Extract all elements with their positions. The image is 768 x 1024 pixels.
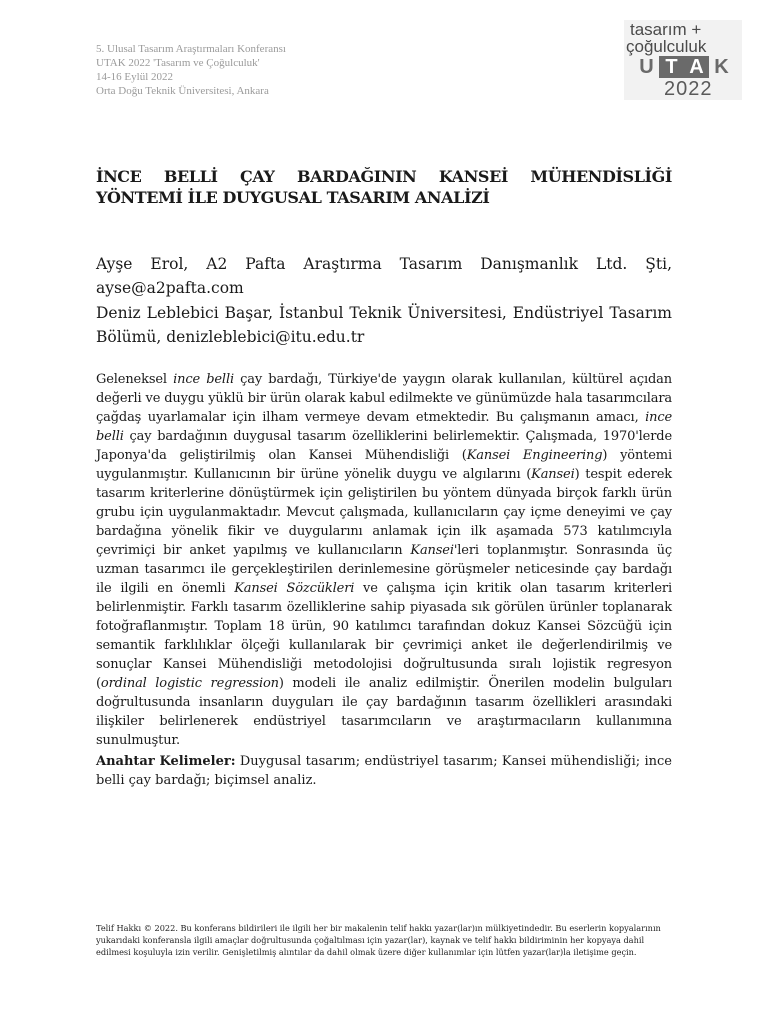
author-entry: Ayşe Erol, A2 Pafta Araştırma Tasarım Danışmanlık Ltd. Şti, ayse@a2pafta.com	[96, 255, 672, 297]
abstract-text-run: ) modeli ile analiz edilmiştir. Önerilen modelin bulguları doğrultusunda insanların duyguları ile çay bardağının tasarım özellikleri arasındaki ilişkiler belirlenerek endüstriyel tasarımcıların ve araştırmacıların kullanımına sunulmuştur.	[96, 676, 673, 748]
logo-line-1: tasarım +	[630, 20, 702, 39]
abstract-italic-run: ince belli	[173, 372, 234, 387]
abstract-italic-run: Kansei	[410, 543, 454, 558]
author-entry: Deniz Leblebici Başar, İstanbul Teknik Üniversitesi, Endüstriyel Tasarım Bölümü, denizleblebici@itu.edu.tr	[96, 304, 672, 346]
abstract-italic-run: ince belli	[96, 410, 672, 444]
keywords-separator: :	[230, 754, 236, 769]
abstract-italic-run: Kansei	[531, 467, 575, 482]
abstract-text-run: çay bardağı, Türkiye'de yaygın olarak kullanılan, kültürel açıdan değerli ve duygu yüklü bir ürün olarak kabul edilmekte ve günümüzde hala tasarımcılara çağdaş uyarlamalar için ilham vermeye devam etmektedir. Bu çalışmanın amacı,	[96, 372, 672, 425]
logo-letter-highlighted: T	[659, 56, 684, 78]
logo-letter: K	[714, 56, 729, 78]
abstract	[96, 370, 672, 750]
logo-letter-highlighted: A	[684, 56, 709, 78]
abstract-italic-run: Kansei Sözcükleri	[234, 581, 355, 596]
copyright-notice: Telif Hakkı © 2022. Bu konferans bildirileri ile ilgili her bir makalenin telif hakkı yazar(lar)ın mülkiyetindedir. Bu eserlerin kopyalarının yukarıdaki konferansla ilgili amaçlar doğrultusunda çoğaltılması için yazar(lar), kaynak ve telif hakkı bildiriminin her kopyaya dahil edilmesi koşuluyla izin verilir. Genişletilmiş alıntılar da dahil olmak üzere diğer kullanımlar için lütfen yazar(lar)la iletişime geçin.	[96, 923, 661, 957]
paper-title: İNCE BELLİ ÇAY BARDAĞININ KANSEİ MÜHENDİSLİĞİ YÖNTEMİ İLE DUYGUSAL TASARIM ANALİZİ	[96, 167, 672, 207]
abstract-text-run: Geleneksel	[96, 372, 174, 387]
conference-line: 5. Ulusal Tasarım Araştırmaları Konferansı	[96, 43, 286, 55]
keywords	[96, 752, 672, 790]
abstract-italic-run: ordinal logistic regression	[100, 676, 279, 691]
logo-line-2: çoğulculuk	[626, 37, 707, 56]
abstract-text-run: ve çalışma için kritik olan tasarım kriterleri belirlenmiştir. Farklı tasarım özelliklerine sahip piyasada sık görülen ürünler toplanarak fotoğraflanmıştır. Toplam 18 ürün, 90 katılımcı tarafından dokuz Kansei Sözcüğü için semantik farklılıklar ölçeği kullanılarak bir çevrimiçi anket ile değerlendirilmiş ve sonuçlar Kansei Mühendisliği metodolojisi doğrultusunda sıralı lojistik regresyon (	[96, 581, 673, 691]
conference-line: Orta Doğu Teknik Üniversitesi, Ankara	[96, 85, 269, 97]
keywords-text: Duygusal tasarım; endüstriyel tasarım; Kansei mühendisliği; ince belli çay bardağı; biçimsel analiz.	[96, 754, 672, 788]
abstract-text-run: çay bardağının duygusal tasarım özelliklerini belirlemektir. Çalışmada, 1970'lerde Japonya'da geliştirilmiş olan Kansei Mühendisliği (	[96, 429, 672, 463]
abstract-text-run: 'leri toplanmıştır. Sonrasında üç uzman tasarımcı ile gerçekleştirilen derinlemesine görüşmeler neticesinde çay bardağı ile ilgili en önemli	[96, 543, 672, 596]
conference-line: 14-16 Eylül 2022	[96, 71, 173, 83]
keywords-label: Anahtar Kelimeler	[96, 754, 231, 769]
logo-utak-letters	[634, 56, 734, 78]
utak-logo	[624, 20, 742, 100]
abstract-text-run: ) tespit ederek tasarım kriterlerine dönüştürmek için geliştirilen bu yöntem dünyada birçok farklı ürün grubu için uygulanmaktadır. Mevcut çalışmada, kullanıcıların çay içme deneyimi ve çay bardağına yönelik fikir ve duygularını anlamak için ilk aşamada 573 katılımcıyla çevrimiçi bir anket yapılmış ve kullanıcıların	[96, 467, 672, 558]
logo-letter: U	[639, 56, 654, 78]
conference-info	[96, 42, 286, 98]
abstract-text-run: ) yöntemi uygulanmıştır. Kullanıcının bir ürüne yönelik duygu ve algılarını (	[96, 448, 672, 482]
logo-year: 2022	[664, 78, 713, 100]
abstract-italic-run: Kansei Engineering	[466, 448, 603, 463]
conference-line: UTAK 2022 'Tasarım ve Çoğulculuk'	[96, 57, 260, 69]
author-list	[96, 252, 672, 350]
